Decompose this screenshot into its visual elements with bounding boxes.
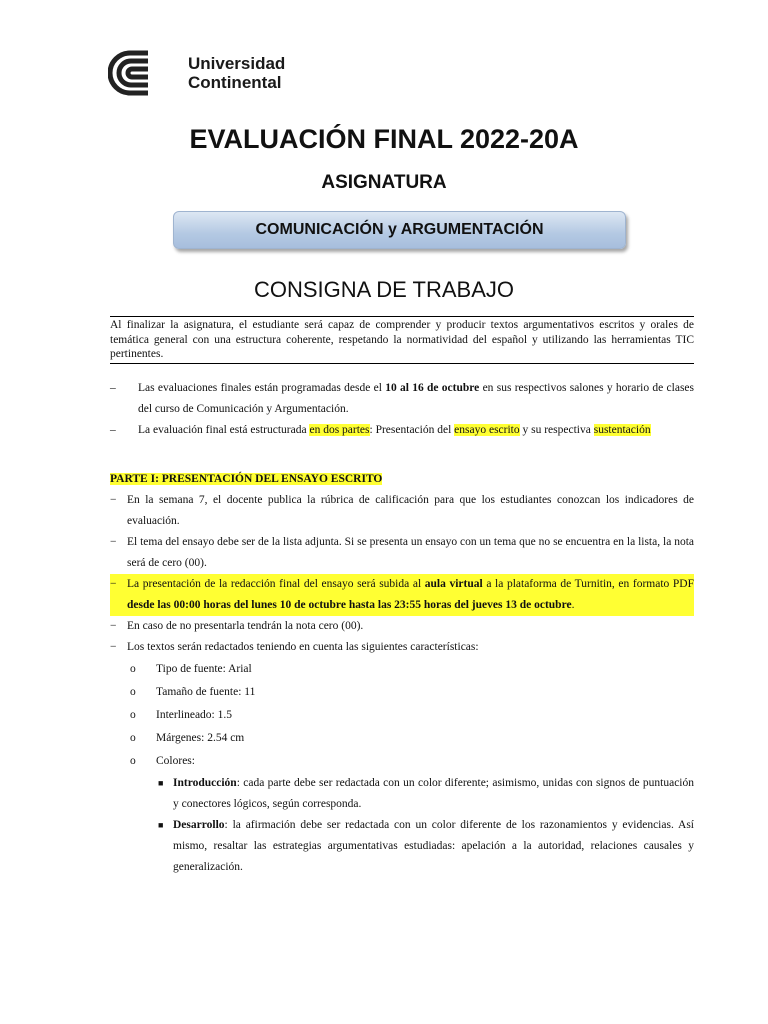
intro-box: Al finalizar la asignatura, el estudiante será capaz de comprender y producir textos argumentativos escritos y orales de temática general con una estructura coherente, respetando la normatividad del español y utilizando las herramientas TIC pertinentes.: [110, 316, 694, 364]
feature-item: o Tipo de fuente: Arial: [130, 663, 252, 675]
text: .: [571, 599, 575, 611]
text: Interlineado: 1.5: [156, 709, 233, 721]
university-logo: [108, 48, 298, 98]
text: en sus respectivos salones y horario de clases del curso de Comunicación y Argumentación.: [138, 382, 695, 415]
text-bold: Desarrollo: [173, 819, 225, 831]
color-item: ■ Introducción: cada parte debe ser redactada con un color diferente; asimismo, unidas con signos de puntuación y conectores lógicos, según corresponda.: [158, 777, 694, 810]
document-body: [110, 378, 694, 878]
section-title: [0, 277, 768, 303]
part1-heading: [110, 469, 694, 490]
highlight: en dos partes: [309, 424, 370, 436]
text: La evaluación final está estructurada: [138, 424, 310, 436]
logo-text: [188, 54, 285, 92]
feature-item: o Interlineado: 1.5: [130, 709, 233, 721]
text: Tipo de fuente: Arial: [156, 663, 252, 675]
text: Colores:: [156, 755, 195, 767]
list-item: – La evaluación final está estructurada en dos partes: Presentación del ensayo escrito y su respectiva sustentación: [110, 424, 651, 436]
text: Las evaluaciones finales están programadas desde el: [138, 382, 386, 394]
text: Los textos serán redactados teniendo en cuenta las siguientes características:: [127, 641, 479, 653]
text: : la afirmación debe ser redactada con un color diferente de los razonamientos y evidencias. Así mismo, resaltar las estrategias argumentativas estudiadas: apelación a la autoridad, relaciones causales y generalización.: [173, 819, 694, 873]
list-item-highlighted: − La presentación de la redacción final del ensayo será subida al aula virtual a la plataforma de Turnitin, en formato PDF desde las 00:00 horas del lunes 10 de octubre hasta las 23:55 horas del jueves 13 de octubre.: [110, 574, 694, 616]
text: El tema del ensayo debe ser de la lista adjunta. Si se presenta un ensayo con un tema que no se encuentra en la lista, la nota será de cero (00).: [127, 536, 694, 569]
text: En caso de no presentarla tendrán la nota cero (00).: [127, 620, 364, 632]
text: Tamaño de fuente: 11: [156, 686, 256, 698]
text: : cada parte debe ser redactada con un color diferente; asimismo, unidas con signos de puntuación y conectores lógicos, según corresponda.: [173, 777, 694, 810]
list-item: − Los textos serán redactados teniendo en cuenta las siguientes características:: [110, 641, 479, 653]
section-title-text: CONSIGNA DE TRABAJO: [254, 277, 514, 302]
text: Márgenes: 2.54 cm: [156, 732, 245, 744]
text: a la plataforma de Turnitin, en formato PDF: [482, 578, 695, 590]
list-item: − El tema del ensayo debe ser de la lista adjunta. Si se presenta un ensayo con un tema que no se encuentra en la lista, la nota será de cero (00).: [110, 536, 694, 569]
text: : Presentación del: [369, 424, 455, 436]
highlight: ensayo escrito: [454, 424, 520, 436]
feature-item: o Márgenes: 2.54 cm: [130, 732, 245, 744]
text-bold: 10 al 16 de octubre: [385, 382, 480, 394]
text-bold: Introducción: [173, 777, 237, 789]
text: En la semana 7, el docente publica la rúbrica de calificación para que los estudiantes conozcan los indicadores de evaluación.: [127, 494, 694, 527]
text-bold: aula virtual: [424, 578, 483, 590]
text: La presentación de la redacción final del ensayo será subida al: [127, 578, 425, 590]
text: y su respectiva: [519, 424, 594, 436]
list-item: – Las evaluaciones finales están programadas desde el 10 al 16 de octubre en sus respectivos salones y horario de clases del curso de Comunicación y Argumentación.: [110, 382, 695, 415]
feature-item: o Tamaño de fuente: 11: [130, 686, 256, 698]
list-item: − En caso de no presentarla tendrán la nota cero (00).: [110, 620, 364, 632]
subject-banner: COMUNICACIÓN y ARGUMENTACIÓN: [173, 211, 626, 249]
highlight: sustentación: [593, 424, 651, 436]
continental-logo-icon: [108, 50, 182, 96]
feature-item: o Colores:: [130, 755, 195, 767]
list-item: − En la semana 7, el docente publica la rúbrica de calificación para que los estudiantes conozcan los indicadores de evaluación.: [110, 494, 694, 527]
logo-line1: Universidad: [188, 54, 286, 73]
text-bold: desde las 00:00 horas del lunes 10 de octubre hasta las 23:55 horas del jueves 13 de octubre: [127, 599, 572, 611]
color-item: ■ Desarrollo: la afirmación debe ser redactada con un color diferente de los razonamientos y evidencias. Así mismo, resaltar las estrategias argumentativas estudiadas: apelación a la autoridad, relaciones causales y generalización.: [158, 819, 694, 873]
logo-line2: Continental: [188, 73, 282, 92]
page-title: EVALUACIÓN FINAL 2022-20A: [189, 124, 579, 154]
part1-heading-text: PARTE I: PRESENTACIÓN DEL ENSAYO ESCRITO: [110, 473, 383, 485]
subject-label: ASIGNATURA: [321, 172, 447, 193]
